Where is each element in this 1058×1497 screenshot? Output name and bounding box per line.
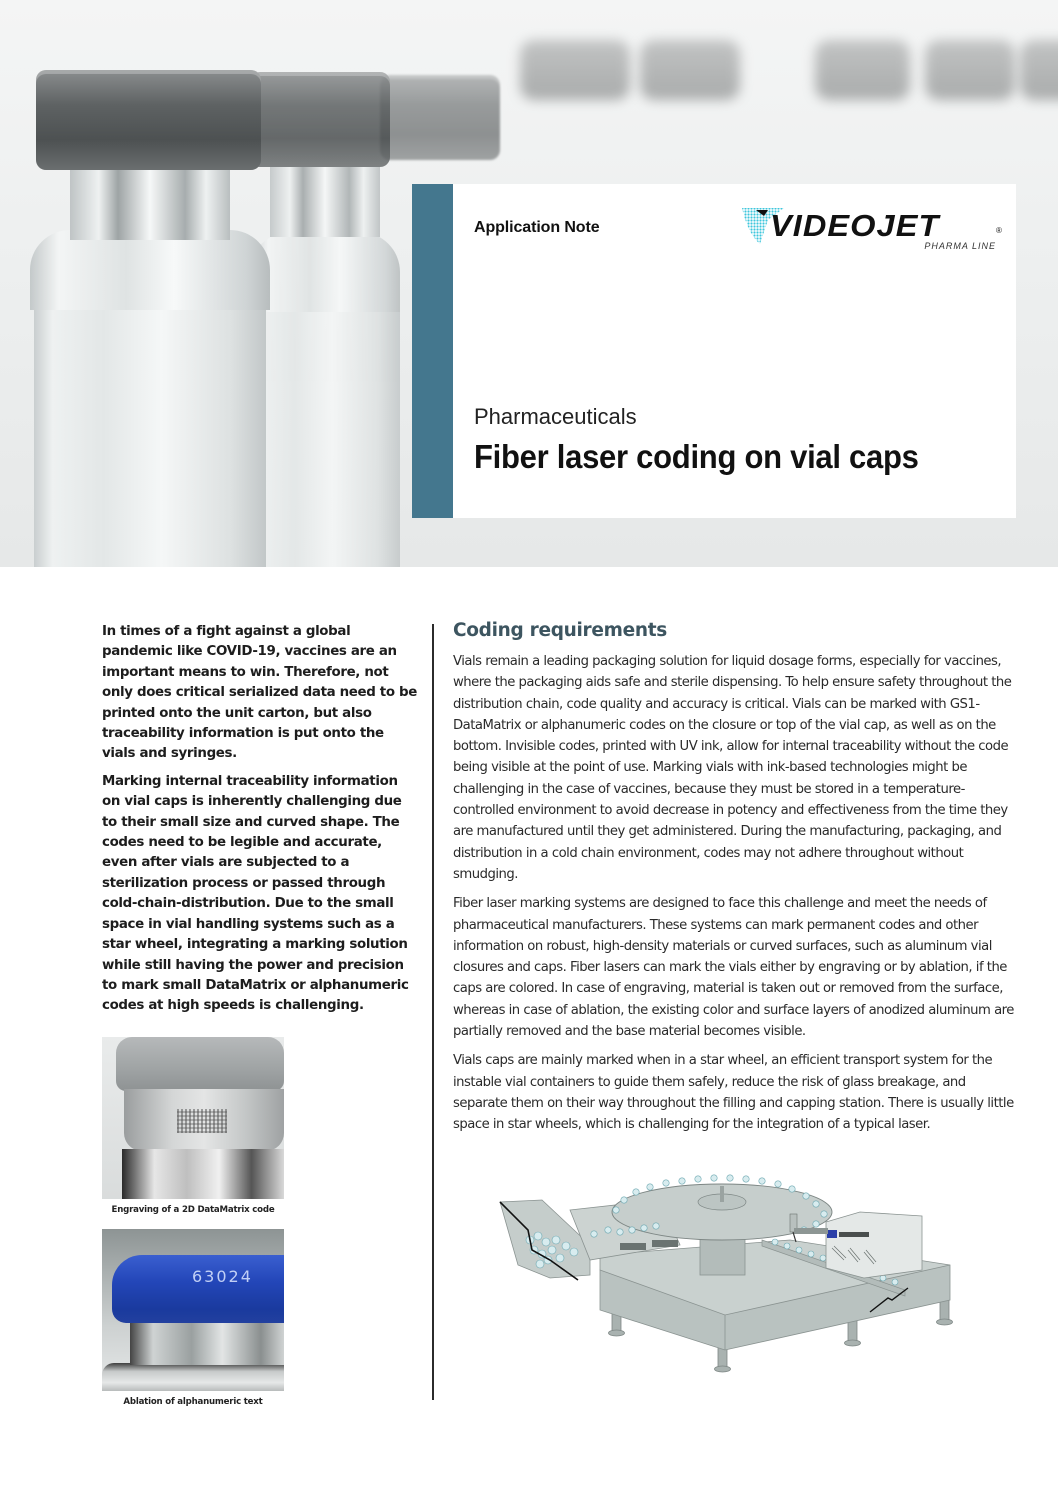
ablated-cap-photo bbox=[102, 1229, 284, 1391]
background-vial-cap bbox=[520, 40, 630, 100]
background-vial-cap bbox=[1020, 40, 1058, 100]
figure-caption: Engraving of a 2D DataMatrix code bbox=[111, 1205, 275, 1215]
intro-paragraph: Marking internal traceability information on vial caps is inherently challenging due to their small size and curved shape. The codes need to be legible and accurate, even after vials are subjected to a sterilization process or passed through cold-chain-distribution. Due to the small space in vial handling systems such as a star wheel, integrating a marking solution while still having the power and precision to mark small DataMatrix or alphanumeric codes at high speeds is challenging. bbox=[102, 773, 409, 1014]
title-card bbox=[412, 184, 1016, 518]
body-paragraph: Vials remain a leading packaging solution for liquid dosage forms, especially for vaccines, where the packaging aids safe and sterile dispensing. To help ensure safety throughout the distribution chain, code quality and accuracy is critical. Vials can be marked with GS1-DataMatrix or alphanumeric codes on the closure or top of the vial cap, as well as on the bottom. Invisible codes, printed with UV ink, allow for internal traceability without the code being visible at the point of use. Marking vials with ink-based technologies might be challenging in the case of vaccines, because they must be stored in a temperature-controlled environment to avoid decrease in potency and effectiveness from the time they are manufactured until they get administered. During the manufacturing, packaging, and distribution in a cold chain environment, codes may not adhere throughout without smudging. bbox=[453, 654, 1012, 882]
logo-subline: PHARMA LINE bbox=[924, 241, 996, 251]
star-wheel-machine-illustration bbox=[490, 1170, 980, 1375]
videojet-logo bbox=[738, 204, 1008, 254]
datamatrix-code bbox=[177, 1109, 227, 1133]
figure-engraving bbox=[102, 1037, 284, 1215]
logo-wordmark: VIDEOJET bbox=[770, 208, 940, 243]
intro-paragraph: In times of a fight against a global pandemic like COVID-19, vaccines are an important means to win. Therefore, not only does critical serialized data need to be printed onto the unit carton, but also traceability information is put onto the vials and syringes. bbox=[102, 624, 417, 762]
registered-mark: ® bbox=[996, 226, 1002, 235]
figure-ablation bbox=[102, 1229, 284, 1407]
category-label: Pharmaceuticals bbox=[474, 404, 637, 429]
column-divider bbox=[432, 624, 434, 1400]
coding-requirements-section bbox=[453, 620, 1023, 1144]
background-vial-cap bbox=[640, 40, 740, 100]
document-type-label: Application Note bbox=[474, 219, 600, 236]
background-vial-cap bbox=[815, 40, 910, 100]
figure-caption: Ablation of alphanumeric text bbox=[123, 1397, 263, 1407]
page-title: Fiber laser coding on vial caps bbox=[474, 438, 919, 475]
intro-text bbox=[102, 622, 418, 1017]
marked-code-text: 63024 bbox=[192, 1267, 253, 1286]
engraved-cap-photo bbox=[102, 1037, 284, 1199]
section-heading: Coding requirements bbox=[453, 620, 667, 641]
accent-bar bbox=[412, 184, 453, 518]
body-paragraph: Fiber laser marking systems are designed to face this challenge and meet the needs of pharmaceutical manufacturers. These systems can mark permanent codes and other information on robust, high-density materials or curved surfaces, such as aluminum vial closures and caps. Fiber lasers can mark the vials either by engraving or by ablation, if the caps are colored. In case of engraving, material is taken out or removed from the surface, whereas in case of ablation, the existing color and surface layers of anodized aluminum are partially removed and the base material becomes visible. bbox=[453, 896, 1014, 1040]
background-vial-cap bbox=[925, 40, 1015, 100]
body-paragraph: Vials caps are mainly marked when in a star wheel, an efficient transport system for the instable vial containers to guide them safely, reduce the risk of glass breakage, and separate them on their way throughout the filling and capping station. There is usually little space in star wheels, which is challenging for the integration of a typical laser. bbox=[453, 1053, 1014, 1133]
star-wheel-diagram bbox=[490, 1170, 980, 1375]
